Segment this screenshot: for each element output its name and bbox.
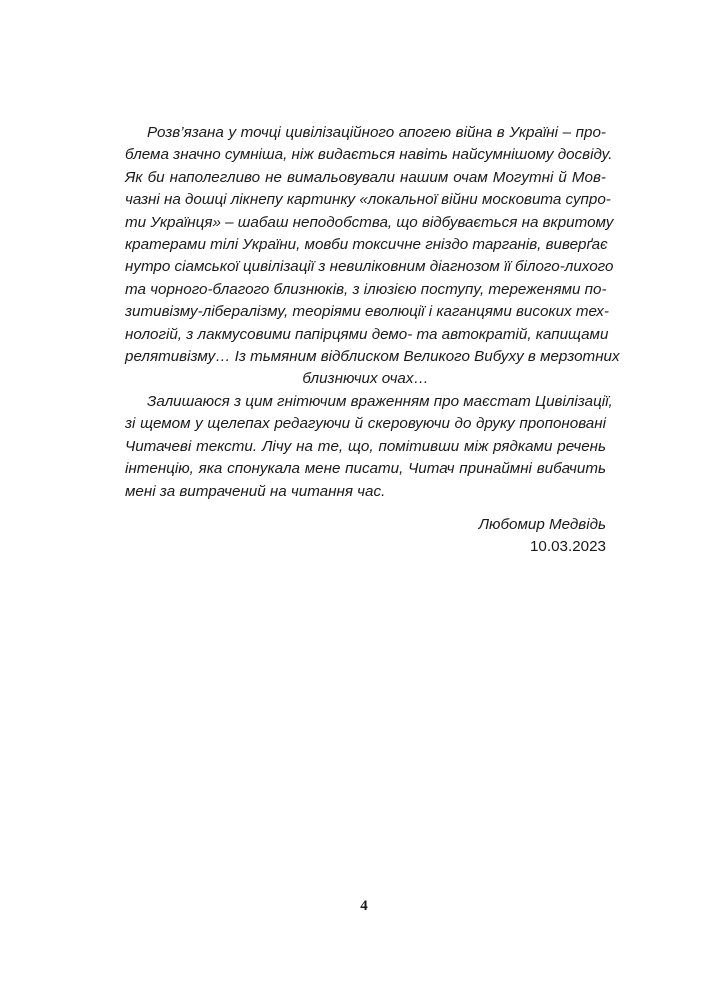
paragraph-1-line: близнючих очах…: [302, 370, 429, 388]
signature-date: 10.03.2023: [529, 538, 606, 556]
paragraph-2-line: мені за витрачений на читання час.: [125, 482, 386, 500]
paragraph-2-line: Читачеві тексти. Лічу на те, що, помітивши між рядками речень: [125, 437, 606, 455]
paragraph-1-line: кратерами тілі України, мовби токсичне гніздо тарганів, виверґає: [125, 236, 608, 254]
paragraph-1-line: чазні на дошці лікнепу картинку «локальної війни московита супро-: [125, 191, 611, 209]
paragraph-1-line: блема значно сумніша, ніж видається навіть найсумнішому досвіду.: [125, 146, 613, 164]
body-text: [125, 122, 620, 503]
author-name: Любомир Медвідь: [478, 516, 606, 533]
paragraph-1-line: та чорного-благого близнюків, з ілюзією поступу, тереженями по-: [125, 280, 607, 298]
signature-block: [479, 514, 606, 559]
paragraph-1-line: зитивізму-лібералізму, теоріями еволюції і каганцями високих тех-: [125, 303, 609, 321]
page-number: 4: [360, 898, 368, 914]
paragraph-1-line: Як би наполегливо не вимальовували нашим очам Могутні й Мов-: [125, 168, 606, 186]
paragraph-1-line: нологій, з лакмусовими папірцями демо- та автократій, капищами: [125, 325, 609, 343]
paragraph-1-line: релятивізму… Із тьмяним відблиском Великого Вибуху в мерзотних: [125, 348, 620, 366]
paragraph-2-line: зі щемом у щелепах редагуючи й скеровуючи до друку пропоновані: [125, 415, 606, 433]
paragraph-1-line: нутро сіамської цивілізації з невиліковним діагнозом її білого-лихого: [125, 258, 614, 276]
paragraph-2-line: інтенцію, яка спонукала мене писати, Читач принаймні вибачить: [125, 460, 606, 478]
paragraph-2-line: Залишаюся з цим гнітючим враженням про маєстат Цивілізації,: [147, 392, 613, 410]
paragraph-1-line: Розв’язана у точці цивілізаційного апогею війна в Україні – про-: [147, 124, 606, 141]
paragraph-1-line: ти Українця» – шабаш неподобства, що відбувається на вкритому: [125, 213, 614, 231]
